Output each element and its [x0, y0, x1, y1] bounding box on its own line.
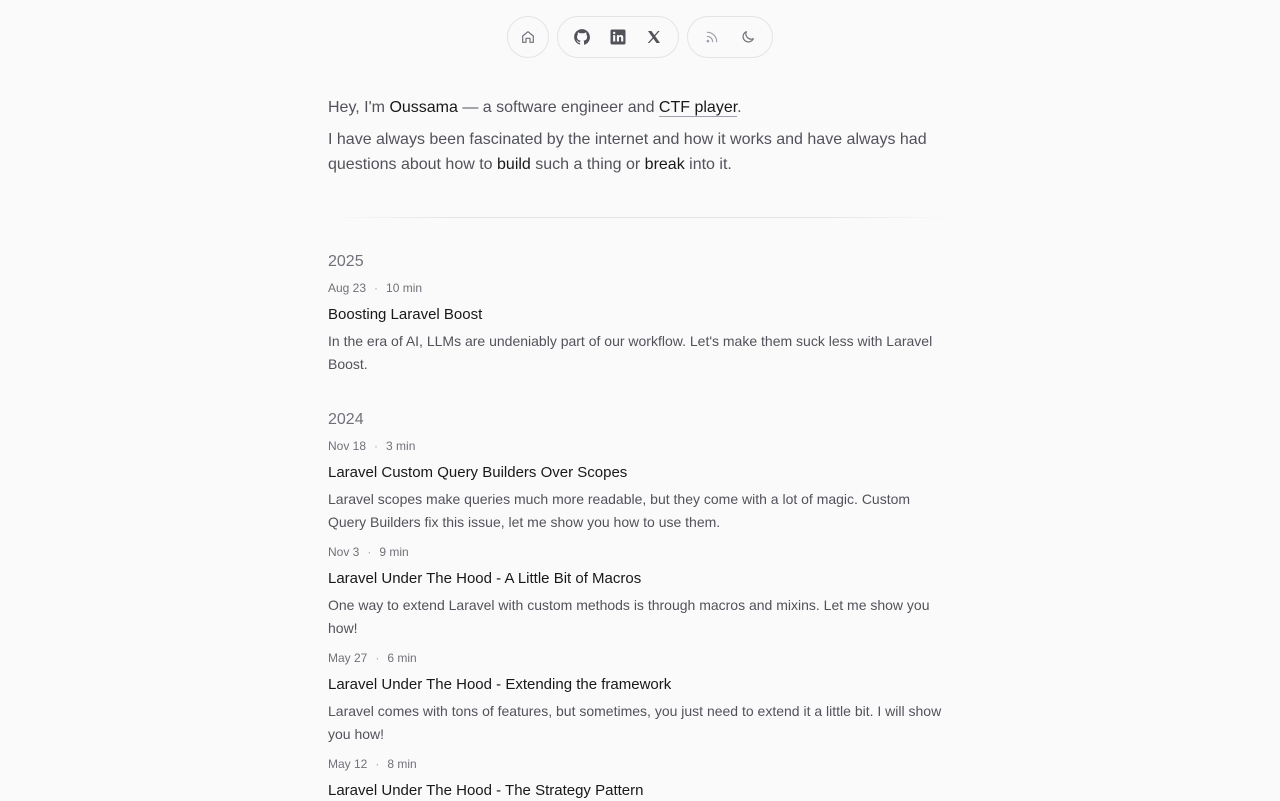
intro-greeting	[328, 95, 952, 120]
post-description: Laravel comes with tons of features, but sometimes, you just need to extend it a little bit. I will show you how!	[328, 703, 942, 742]
moon-icon[interactable]	[730, 19, 766, 55]
x-icon[interactable]	[636, 19, 672, 55]
post-meta	[328, 544, 952, 560]
post-meta	[328, 438, 952, 454]
social-pill	[557, 16, 679, 58]
linkedin-icon[interactable]	[600, 19, 636, 55]
greeting-mid: — a software engineer and	[457, 99, 659, 116]
post-item	[328, 756, 952, 801]
post-description: One way to extend Laravel with custom methods is through macros and mixins. Let me show you how!	[328, 597, 930, 636]
github-icon[interactable]	[564, 19, 600, 55]
post-date: Nov 18	[328, 439, 367, 453]
post-date: May 12	[328, 757, 368, 771]
author-name: Oussama	[389, 99, 458, 116]
post-item	[328, 650, 952, 746]
home-pill	[507, 16, 549, 58]
post-date: May 27	[328, 651, 368, 665]
bio-break: break	[644, 156, 685, 173]
post-title-link[interactable]: Laravel Under The Hood - Extending the framework	[328, 676, 672, 693]
top-nav	[0, 16, 1280, 58]
year-group-2024	[328, 410, 952, 801]
section-divider	[328, 217, 952, 218]
bio-prefix: I have always been fascinated by the internet and how it works and have always had questions about how to	[328, 131, 927, 173]
post-description: In the era of AI, LLMs are undeniably part of our workflow. Let's make them suck less with Laravel Boost.	[328, 333, 933, 372]
meta-separator: ·	[374, 281, 379, 295]
bio-end: into it.	[684, 156, 732, 173]
post-item	[328, 438, 952, 534]
utility-pill	[687, 16, 773, 58]
post-read-time: 10 min	[386, 281, 423, 295]
post-read-time: 3 min	[386, 439, 416, 453]
ctf-player-link[interactable]: CTF player	[658, 99, 738, 116]
post-title-link[interactable]: Laravel Under The Hood - The Strategy Pattern	[328, 782, 644, 799]
post-title-link[interactable]: Boosting Laravel Boost	[328, 306, 483, 323]
post-meta	[328, 756, 952, 772]
main-content	[328, 95, 952, 801]
meta-separator: ·	[367, 545, 372, 559]
meta-separator: ·	[375, 757, 380, 771]
post-item	[328, 544, 952, 640]
post-read-time: 6 min	[387, 651, 417, 665]
post-title-link[interactable]: Laravel Under The Hood - A Little Bit of Macros	[328, 570, 642, 587]
meta-separator: ·	[374, 439, 379, 453]
greeting-end: .	[737, 99, 742, 116]
post-date: Nov 3	[328, 545, 360, 559]
bio-mid: such a thing or	[530, 156, 645, 173]
year-heading: 2024	[328, 411, 364, 428]
post-description: Laravel scopes make queries much more readable, but they come with a lot of magic. Custom Query Builders fix this issue, let me show you how to use them.	[328, 491, 911, 530]
bio-build: build	[497, 156, 531, 173]
intro-bio	[328, 127, 952, 177]
rss-icon[interactable]	[694, 19, 730, 55]
post-meta	[328, 650, 952, 666]
meta-separator: ·	[375, 651, 380, 665]
year-heading: 2025	[328, 253, 364, 270]
greeting-prefix: Hey, I'm	[328, 99, 390, 116]
post-title-link[interactable]: Laravel Custom Query Builders Over Scopes	[328, 464, 628, 481]
post-date: Aug 23	[328, 281, 367, 295]
post-read-time: 8 min	[387, 757, 417, 771]
post-item	[328, 280, 952, 376]
year-group-2025	[328, 252, 952, 376]
home-icon[interactable]	[510, 19, 546, 55]
post-read-time: 9 min	[379, 545, 409, 559]
post-meta	[328, 280, 952, 296]
